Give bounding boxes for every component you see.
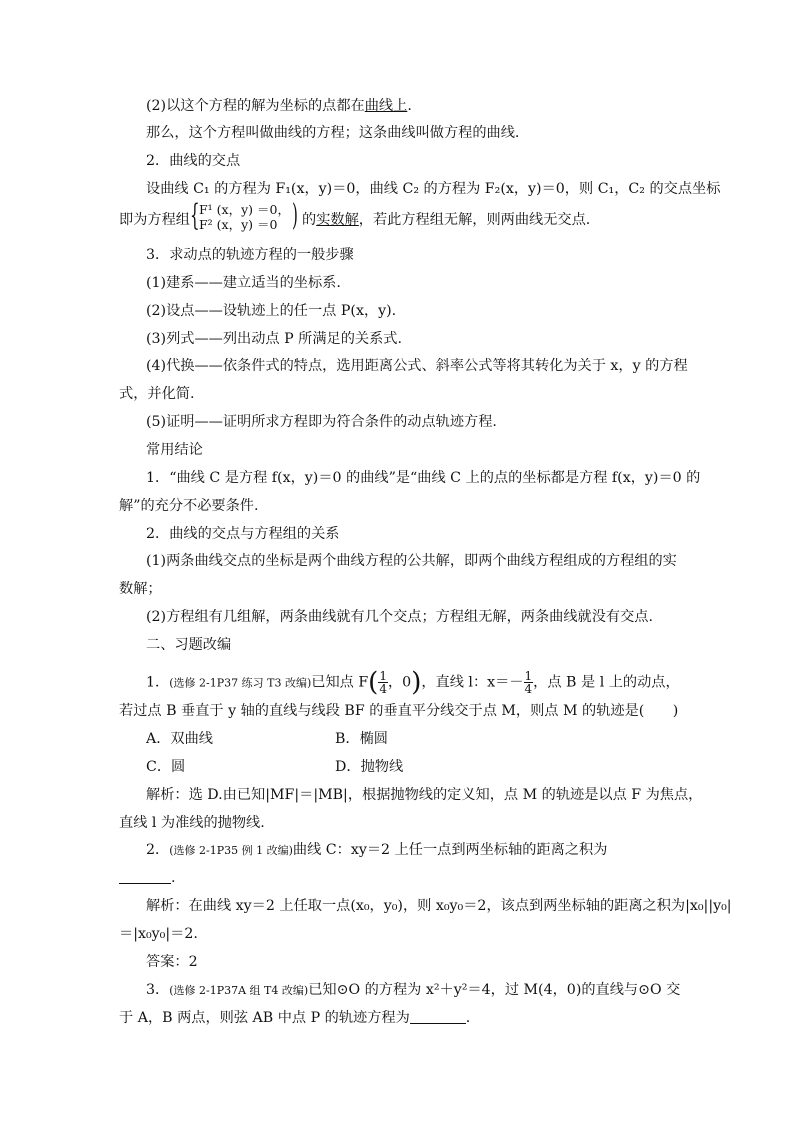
text: 的	[302, 212, 317, 228]
equation-system-row-1: F¹ (x，y) ＝0，	[199, 202, 290, 217]
intersection-text: 设曲线 C₁ 的方程为 F₁(x，y)＝0，曲线 C₂ 的方程为 F₂(x，y)＝0，则 C₁，C₂ 的交点坐标	[146, 181, 721, 197]
question-source: (选修 2-1P35 例 1 改编)	[169, 844, 293, 857]
numerator: 1	[524, 669, 533, 683]
option-a: A．双曲线	[146, 731, 213, 747]
common-conclusions-heading: 常用结论	[146, 442, 203, 458]
option-c: C．圆	[146, 759, 186, 775]
conclusion-1: 1．“曲线 C 是方程 f(x，y)＝0 的曲线”是“曲线 C 上的点的坐标都是方程 f(x，y)＝0 的	[146, 470, 701, 486]
question-1-cont: 若过点 B 垂直于 y 轴的直线与线段 BF 的垂直平分线交于点 M，则点 M 的轨迹是( )	[119, 703, 679, 719]
answer-blank	[410, 1009, 466, 1024]
equation-system-line	[119, 210, 190, 230]
text: ，点 B 是 l 上的动点，	[533, 674, 680, 691]
answer-blank	[119, 869, 171, 884]
text: 曲线 C：xy＝2 上任一点到两坐标轴的距离之积为	[292, 842, 608, 858]
option-d: D．抛物线	[335, 759, 404, 775]
text: .	[171, 870, 176, 886]
solution-1-cont: 直线 l 为准线的抛物线.	[119, 815, 265, 831]
definition-conclusion: 那么，这个方程叫做曲线的方程；这条曲线叫做方程的曲线.	[146, 125, 520, 141]
step-5: (5)证明——证明所求方程即为符合条件的动点轨迹方程.	[146, 414, 497, 430]
denominator: 4	[379, 682, 387, 696]
fraction-one-quarter	[524, 670, 534, 695]
fraction-one-quarter	[378, 670, 388, 695]
text: ，若此方程组无解，则两曲线无交点.	[358, 212, 591, 228]
definition-item-2	[146, 96, 412, 116]
conclusion-2-heading: 2．曲线的交点与方程组的关系	[146, 526, 340, 542]
question-3	[146, 980, 680, 1001]
conclusion-1-cont: 解”的充分不必要条件.	[119, 498, 259, 514]
underlined-term: 实数解	[316, 212, 359, 228]
text: ，直线 l：x＝－	[421, 674, 524, 691]
conclusion-2-item-1-cont: 数解；	[119, 581, 162, 597]
right-paren: )	[292, 198, 298, 233]
step-1: (1)建系——建立适当的坐标系.	[146, 275, 341, 291]
text: 已知点 F	[311, 674, 369, 691]
section-heading-steps: 3．求动点的轨迹方程的一般步骤	[146, 247, 354, 263]
conclusion-2-item-2: (2)方程组有几组解，两条曲线就有几个交点；方程组无解，两条曲线就没有交点.	[146, 609, 653, 625]
text: .	[465, 1010, 471, 1026]
equation-system-tail	[302, 210, 590, 230]
question-number: 1．	[146, 674, 170, 691]
left-brace: {	[190, 198, 200, 233]
step-3: (3)列式——列出动点 P 所满足的关系式.	[146, 331, 402, 347]
right-paren: )	[411, 667, 422, 698]
text: (2)以这个方程的解为坐标的点都在	[146, 98, 365, 114]
text: 于 A，B 两点，则弦 AB 中点 P 的轨迹方程为	[119, 1010, 410, 1026]
text: 即为方程组	[119, 212, 190, 228]
denominator: 4	[524, 682, 533, 696]
question-1	[146, 667, 680, 698]
conclusion-2-item-1: (1)两条曲线交点的坐标是两个曲线方程的公共解，即两个曲线方程组成的方程组的实	[146, 553, 677, 569]
question-2	[146, 840, 607, 861]
step-4-cont: 式，并化简.	[119, 386, 195, 402]
text: 已知⊙O 的方程为 x²＋y²＝4，过 M(4，0)的直线与⊙O 交	[308, 982, 681, 998]
step-2: (2)设点——设轨迹上的任一点 P(x，y).	[146, 303, 397, 319]
solution-1: 解析：选 D.由已知|MF|＝|MB|，根据抛物线的定义知，点 M 的轨迹是以点 F 为焦点，	[146, 787, 703, 803]
question-number: 3．	[146, 982, 170, 998]
question-3-cont	[119, 1008, 470, 1028]
step-4: (4)代换——依条件式的特点，选用距离公式、斜率公式等将其转化为关于 x，y 的方程	[146, 358, 688, 374]
section-heading-intersection: 2．曲线的交点	[146, 153, 241, 169]
solution-2-cont: ＝|x₀y₀|＝2.	[119, 926, 198, 942]
question-source: (选修 2-1P37A 组 T4 改编)	[169, 984, 309, 997]
answer-2: 答案：2	[146, 954, 198, 970]
question-number: 2．	[146, 842, 170, 858]
text: ，0	[387, 674, 412, 691]
solution-2: 解析：在曲线 xy＝2 上任取一点(x₀，y₀)，则 x₀y₀＝2，该点到两坐标轴的距离之积为|x₀||y₀|	[146, 898, 732, 914]
question-source: (选修 2-1P37 练习 T3 改编)	[169, 676, 312, 690]
numerator: 1	[379, 669, 387, 683]
option-b: B．椭圆	[335, 731, 388, 747]
left-paren: (	[368, 667, 379, 698]
text: .	[407, 98, 412, 114]
equation-system-row-2: F² (x，y) ＝0	[199, 217, 278, 232]
question-2-answer-line	[119, 868, 176, 888]
section-heading-exercises: 二、习题改编	[146, 637, 232, 653]
underlined-term: 曲线上	[364, 98, 408, 114]
